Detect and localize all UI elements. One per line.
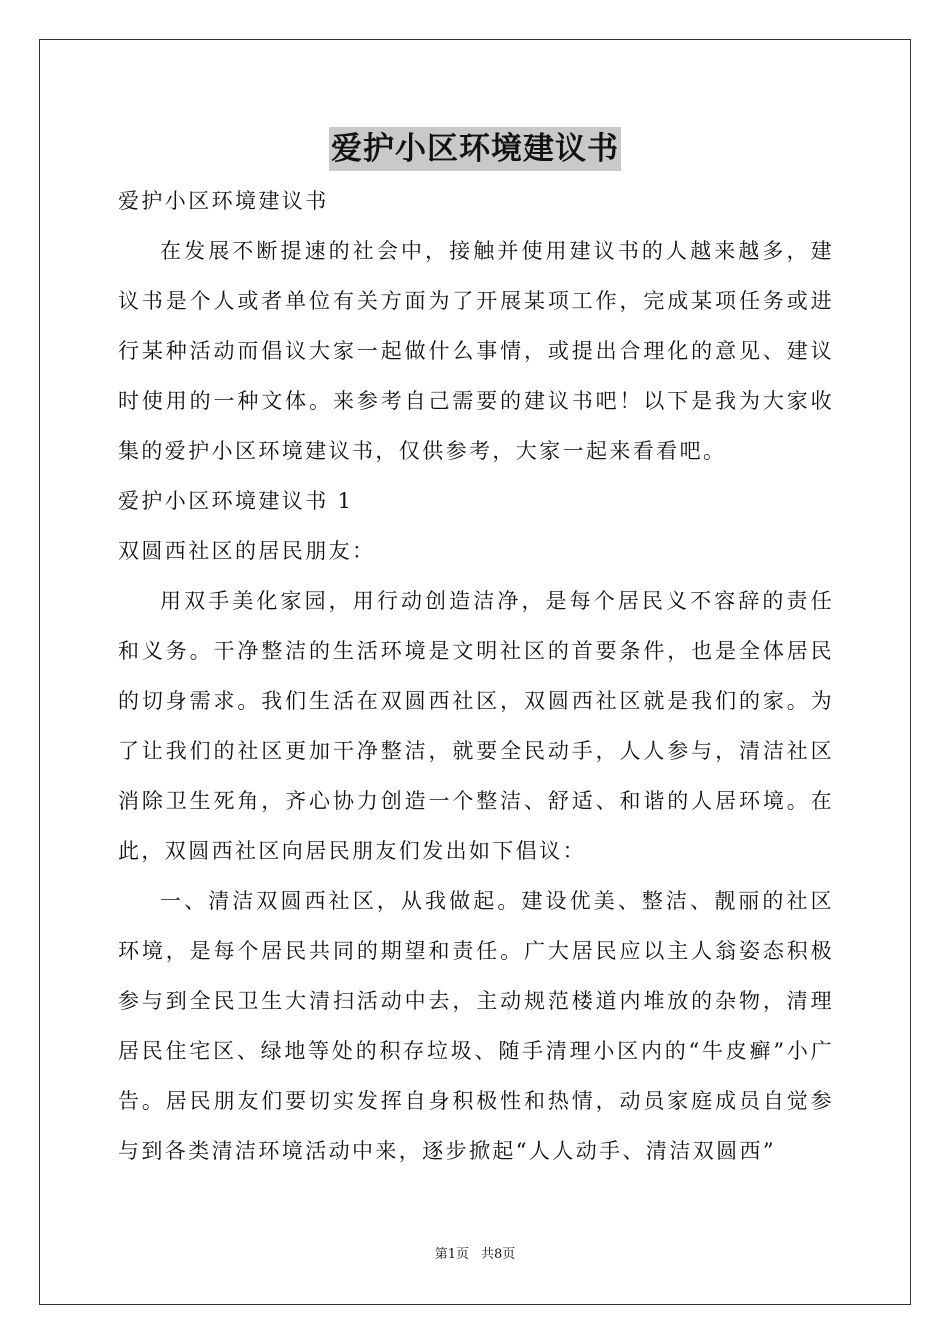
page-footer: [0, 1246, 950, 1264]
document-body: [118, 176, 834, 1176]
document-title: 爱护小区环境建议书: [329, 127, 621, 171]
paragraph: 在发展不断提速的社会中，接触并使用建议书的人越来越多，建议书是个人或者单位有关方面为了开展某项工作，完成某项任务或进行某种活动而倡议大家一起做什么事情，或提出合理化的意见、建议时使用的一种文体。来参考自己需要的建议书吧！以下是我为大家收集的爱护小区环境建议书，仅供参考，大家一起来看看吧。: [118, 239, 834, 463]
section-heading: 爱护小区环境建议书 1: [118, 489, 354, 513]
title-wrap: [0, 127, 950, 171]
paragraph: 用双手美化家园，用行动创造洁净，是每个居民义不容辞的责任和义务。干净整洁的生活环境是文明社区的首要条件，也是全体居民的切身需求。我们生活在双圆西社区，双圆西社区就是我们的家。为了让我们的社区更加干净整洁，就要全民动手，人人参与，清洁社区消除卫生死角，齐心协力创造一个整洁、舒适、和谐的人居环境。在此，双圆西社区向居民朋友们发出如下倡议：: [118, 589, 834, 863]
salutation: 双圆西社区的居民朋友：: [118, 539, 376, 563]
paragraph: 爱护小区环境建议书: [118, 189, 329, 213]
paragraph: 一、清洁双圆西社区，从我做起。建设优美、整洁、靓丽的社区环境，是每个居民共同的期望和责任。广大居民应以主人翁姿态积极参与到全民卫生大清扫活动中去，主动规范楼道内堆放的杂物，清理居民住宅区、绿地等处的积存垃圾、随手清理小区内的“牛皮癣”小广告。居民朋友们要切实发挥自身积极性和热情，动员家庭成员自觉参与到各类清洁环境活动中来，逐步掀起“人人动手、清洁双圆西”: [118, 889, 834, 1163]
page-number: 第1页: [434, 1247, 469, 1262]
page-total: 共8页: [481, 1247, 516, 1262]
